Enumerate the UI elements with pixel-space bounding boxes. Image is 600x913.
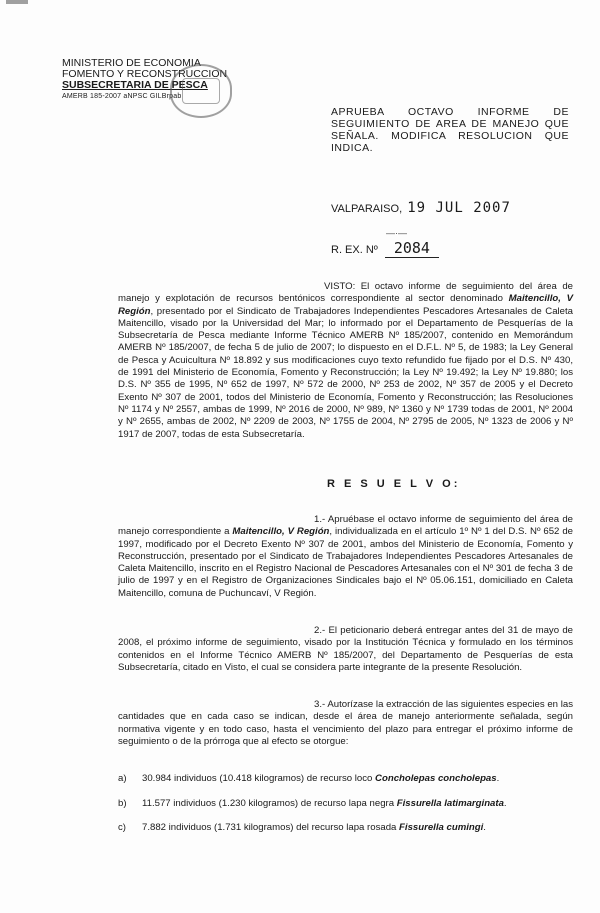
resolution-summary [331,106,569,154]
resolution-number: 2084 [385,239,439,258]
stamp-dash-mark: —·— [386,228,407,238]
item-b-label: b) [118,798,127,809]
point1-rest: , individualizada en el artículo 1º Nº 1 del D.S. Nº 652 de 1997, modificado por el Decreto Exento Nº 307 de 2001, ambos del Ministerio de Economía, Fomento y Reconstrucción, presentado por el Sindicato de Trabajadores Independientes Pescadores Artesanales de Caleta Maitencillo, inscrito en el Registro Nacional de Pescadores Artesanales con el Nº 301 de fecha 3 de julio de 1997 y en el Registro de Organizaciones Sindicales bajo el Nº 05.06.151, domiciliado en Caleta Maitencillo, comuna de Puchuncaví, V Región. [118,526,573,599]
point1-lead: 1.- Apruébase el octavo informe de seguimiento del área de manejo correspondiente a [118,514,573,538]
visto-paragraph [118,281,573,441]
point3-text: 3.- Autorízase la extracción de las siguientes especies en las cantidades que en cada caso se indican, desde el área de manejo anteriormente señalada, según normativa vigente y en todo caso, hasta el vencimiento del plazo para entregar el próximo informe de seguimiento o de la prórroga que al efecto se otorgue: [118,699,573,747]
item-b-species: Fissurella latimarginata [396,798,504,809]
resolution-number-label: R. EX. Nº [331,244,378,256]
resuelvo-heading: R E S U E L V O: [327,478,461,490]
species-item-b [118,798,573,810]
summary-line-3: SEÑALA. MODIFICA RESOLUCION QUE [331,130,569,142]
item-a-text: 30.984 individuos (10.418 kilogramos) de recurso loco [142,773,376,784]
item-c-text: 7.882 individuos (1.731 kilogramos) del recurso lapa rosada [142,822,400,833]
item-a-end: . [496,773,500,784]
resolution-point-1 [118,514,573,600]
item-b-end: . [503,798,507,809]
point2-text: 2.- El peticionario deberá entregar antes del 31 de mayo de 2008, el próximo informe de seguimiento, visado por la Institución Técnica y formulado en los términos contenidos en el Informe Técnico AMERB Nº 185/2007, del Departamento de Pesquerías de esta Subsecretaría, citado en Visto, el cual se considera parte integrante de la presente Resolución. [118,625,573,673]
official-seal-stamp [170,64,232,118]
scan-mark [6,0,28,4]
resolution-point-2 [118,625,573,674]
resolution-number-line [331,239,439,258]
resolution-point-3 [118,699,573,748]
visto-rest: , presentado por el Sindicato de Trabajadores Independientes Pescadores Artesanales de Caleta Maitencillo, visado por la Universidad del Mar; lo informado por el Departamento de Pesquerías de la Subsecretaría de Pesca mediante Informe Técnico AMERB Nº 185/2007, contenido en Memorándum AMERB Nº 185/2007, de fecha 5 de julio de 2007; lo dispuesto en el D.F.L. Nº 5, de 1983; la Ley General de Pesca y Acuicultura Nº 18.892 y sus modificaciones cuyo texto refundido fue fijado por el D.S. Nº 430, de 1991 del Ministerio de Economía, Fomento y Reconstrucción; la Ley Nº 19.492; la Ley Nº 19.880; los D.S. Nº 355 de 1995, Nº 652 de 1997, Nº 572 de 2000, Nº 253 de 2002, Nº 357 de 2005 y el Decreto Exento Nº 307 de 2001, todos del Ministerio de Economía, Fomento y Reconstrucción; las Resoluciones Nº 1174 y Nº 2557, ambas de 1999, Nº 2016 de 2000, Nº 989, Nº 1360 y Nº 1739 todas de 2001, Nº 2004 y Nº 2655, ambas de 2002, Nº 2209 de 2003, Nº 1755 de 2004, Nº 2795 de 2005, Nº 1323 de 2006 y Nº 1917 de 2007, todas de esta Subsecretaría. [118,305,573,440]
place-and-date [331,200,511,216]
header-line-reference: AMERB 185-2007 aNPSC GILBrpab [62,93,182,100]
summary-line-2: SEGUIMIENTO DE AREA DE MANEJO QUE [331,118,569,130]
summary-line-4: INDICA. [331,142,374,154]
visto-sector: Maitencillo, V Región [118,293,573,317]
place-label: VALPARAISO, [331,203,403,215]
point1-sector: Maitencillo, V Región [232,526,330,538]
header-line-subsecretaria: SUBSECRETARIA DE PESCA [62,79,208,91]
item-b-text: 11.577 individuos (1.230 kilogramos) de recurso lapa negra [142,798,397,809]
species-item-a [118,773,573,785]
header-line-fomento: FOMENTO Y RECONSTRUCCION [62,68,228,80]
header-line-ministry: MINISTERIO DE ECONOMIA [62,57,201,69]
seal-inner-frame [182,78,220,104]
summary-line-1: APRUEBA OCTAVO INFORME DE [331,106,569,118]
item-c-species: Fissurella cumingi [399,822,484,833]
item-c-end: . [483,822,486,833]
item-a-species: Concholepas concholepas [375,773,497,784]
date-stamp: 19 JUL 2007 [407,200,511,216]
item-c-label: c) [118,822,126,833]
species-item-c [118,822,573,834]
item-a-label: a) [118,773,127,784]
visto-lead: VISTO: El octavo informe de seguimiento del área de manejo y explotación de recursos bentónicos correspondiente al sector denominado [118,281,573,305]
